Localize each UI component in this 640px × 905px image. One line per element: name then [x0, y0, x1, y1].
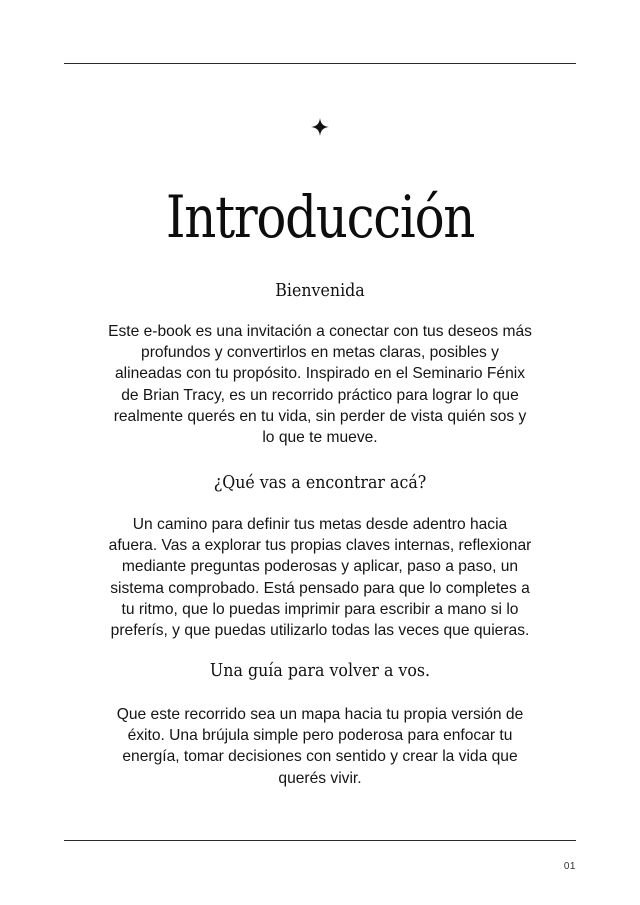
paragraph-line: afuera. Vas a explorar tus propias claves internas, reflexionar: [108, 537, 532, 555]
paragraph-line: realmente querés en tu vida, sin perder de vista quién sos y: [113, 407, 527, 425]
page-number: 01: [563, 861, 576, 872]
paragraph-line: Un camino para definir tus metas desde adentro hacia: [132, 516, 508, 533]
paragraph-line: Que este recorrido sea un mapa hacia tu propia versión de: [116, 706, 524, 723]
paragraph-line: éxito. Una brújula simple pero poderosa para enfocar tu: [127, 727, 513, 745]
section-paragraph-bienvenida: [80, 321, 560, 448]
paragraph-line: profundos y convertirlos en metas claras, posibles y: [141, 344, 499, 362]
paragraph-line: de Brian Tracy, es un recorrido práctico para lograr lo que: [121, 386, 519, 404]
paragraph-line: preferís, y que puedas utilizarlo todas las veces que quieras.: [110, 622, 530, 640]
section-heading-una-guia: Una guía para volver a vos.: [209, 660, 431, 681]
paragraph-line: alineadas con tu propósito. Inspirado en el Seminario Fénix: [114, 365, 525, 383]
section-paragraph-una-guia: [80, 704, 560, 789]
four-point-star-icon: [311, 118, 329, 136]
paragraph-line: energía, tomar decisiones con sentido y crear la vida que: [122, 748, 518, 766]
paragraph-line: sistema comprobado. Está pensado para que lo completes a: [110, 579, 530, 597]
paragraph-line: tu ritmo, que lo puedas imprimir para escribir a mano si lo: [121, 600, 519, 618]
bottom-divider: [64, 840, 576, 841]
paragraph-line: Este e-book es una invitación a conectar con tus deseos más: [108, 323, 532, 340]
page-title: Introducción: [165, 183, 475, 251]
paragraph-line: mediante preguntas poderosas y aplicar, paso a paso, un: [121, 558, 519, 576]
section-paragraph-que-vas-a-encontrar: [80, 514, 560, 641]
paragraph-line: lo que te mueve.: [262, 429, 378, 447]
section-heading-bienvenida: Bienvenida: [275, 280, 365, 301]
section-heading-que-vas-a-encontrar: ¿Qué vas a encontrar acá?: [213, 472, 427, 493]
paragraph-line: querés vivir.: [278, 769, 362, 787]
top-divider: [64, 63, 576, 64]
